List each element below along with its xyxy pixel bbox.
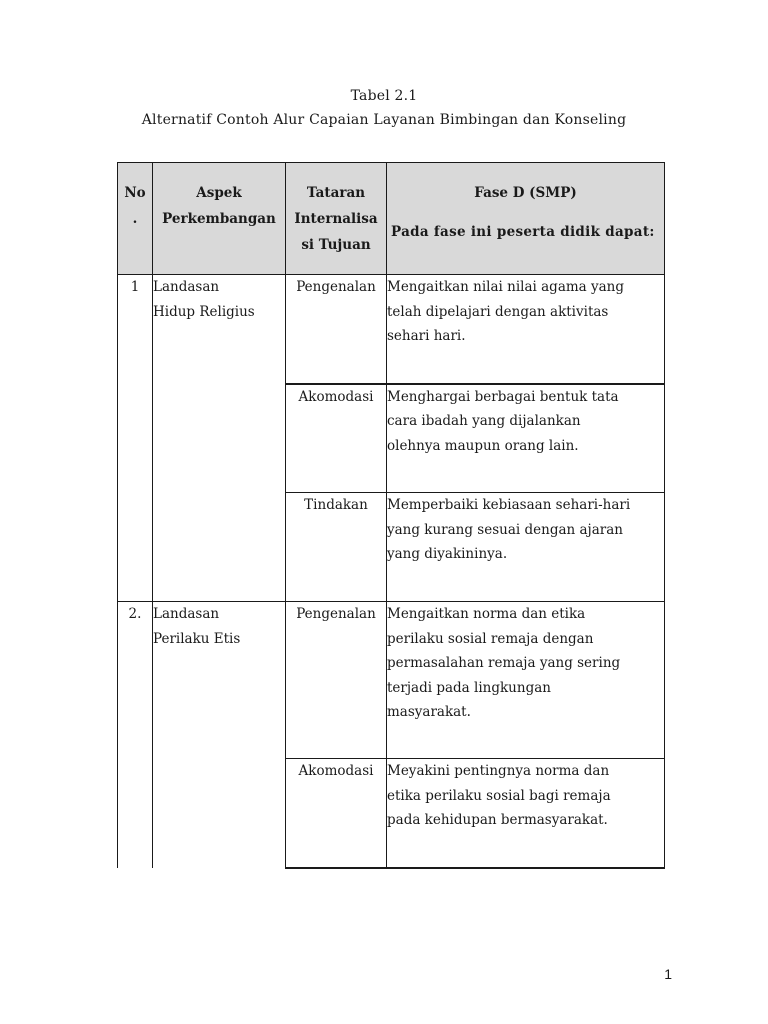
tataran-cell: Pengenalan bbox=[286, 275, 387, 384]
aspek-cell: Landasan Perilaku Etis bbox=[153, 602, 286, 868]
table-title: Alternatif Contoh Alur Capaian Layanan Bimbingan dan Konseling bbox=[141, 112, 627, 128]
table-number: Tabel 2.1 bbox=[350, 88, 418, 104]
tataran-cell: Akomodasi bbox=[286, 759, 387, 868]
capaian-cell: Meyakini pentingnya norma dan etika perilaku sosial bagi remaja pada kehidupan bermasyarakat. bbox=[387, 759, 665, 868]
page-number: 1 bbox=[664, 966, 672, 982]
outcome-table bbox=[117, 162, 665, 869]
header-fase: Fase D (SMP) Pada fase ini peserta didik dapat: bbox=[387, 163, 665, 275]
row-number: 1 bbox=[118, 275, 153, 602]
capaian-cell: Memperbaiki kebiasaan sehari-hari yang kurang sesuai dengan ajaran yang diyakininya. bbox=[387, 493, 665, 602]
tataran-cell: Pengenalan bbox=[286, 602, 387, 759]
header-no: No . bbox=[118, 163, 153, 275]
header-aspek: Aspek Perkembangan bbox=[153, 163, 286, 275]
header-tataran: Tataran Internalisa si Tujuan bbox=[286, 163, 387, 275]
tataran-cell: Tindakan bbox=[286, 493, 387, 602]
capaian-cell: Mengaitkan nilai nilai agama yang telah dipelajari dengan aktivitas sehari hari. bbox=[387, 275, 665, 384]
table-row bbox=[118, 602, 665, 759]
row-number: 2. bbox=[118, 602, 153, 868]
capaian-cell: Mengaitkan norma dan etika perilaku sosial remaja dengan permasalahan remaja yang sering terjadi pada lingkungan masyarakat. bbox=[387, 602, 665, 759]
table-header-row bbox=[118, 163, 665, 275]
tataran-cell: Akomodasi bbox=[286, 384, 387, 493]
aspek-cell: Landasan Hidup Religius bbox=[153, 275, 286, 602]
capaian-cell: Menghargai berbagai bentuk tata cara ibadah yang dijalankan olehnya maupun orang lain. bbox=[387, 384, 665, 493]
table-row bbox=[118, 275, 665, 384]
